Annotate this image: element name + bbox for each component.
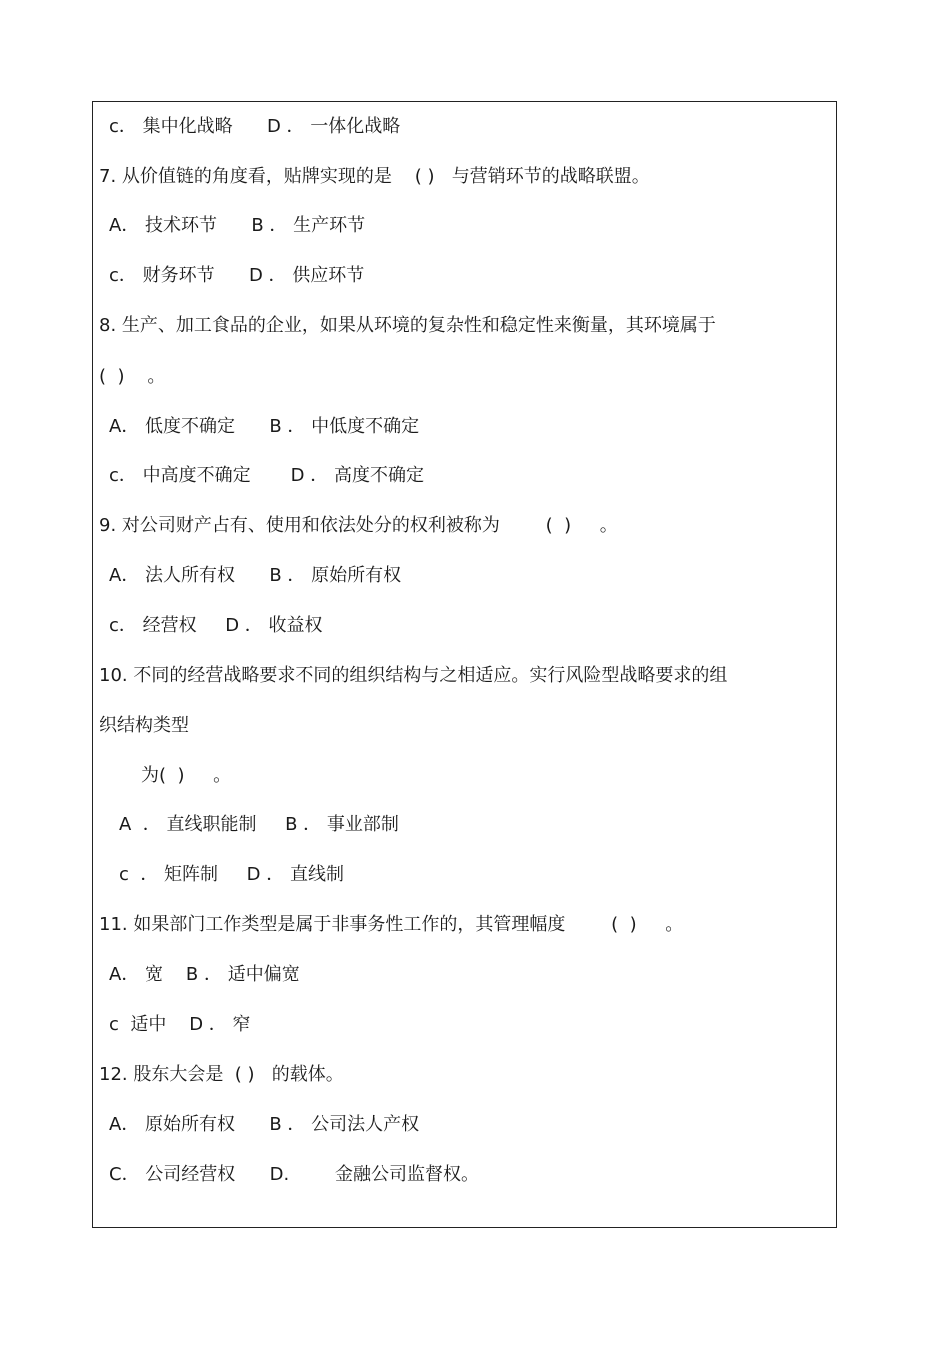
option-line-8ab: A． 低度不确定 B ． 中低度不确定 (109, 416, 420, 437)
question-10-cont: 织结构类型 (99, 715, 189, 736)
question-12: 12. 股东大会是 ( ) 的载体。 (99, 1064, 344, 1085)
question-9: 9. 对公司财产占有、使用和依法处分的权利被称为 ( ) 。 (99, 515, 618, 536)
option-line-12cd: C． 公司经营权 D. 金融公司监督权。 (109, 1164, 479, 1185)
option-line-11cd: c 适中 D ． 窄 (109, 1014, 251, 1035)
option-line-8cd: c． 中高度不确定 D ． 高度不确定 (109, 465, 424, 486)
option-line-10ab: A ． 直线职能制 B ． 事业部制 (119, 814, 399, 835)
option-line-6cd: c． 集中化战略 D ． 一体化战略 (109, 116, 401, 137)
question-10: 10. 不同的经营战略要求不同的组织结构与之相适应。实行风险型战略要求的组 (99, 665, 728, 686)
option-line-7ab: A． 技术环节 B ． 生产环节 (109, 215, 366, 236)
option-line-12ab: A． 原始所有权 B ． 公司法人产权 (109, 1114, 420, 1135)
question-8: 8. 生产、加工食品的企业，如果从环境的复杂性和稳定性来衡量，其环境属于 (99, 315, 716, 336)
option-line-11ab: A． 宽 B ． 适中偏宽 (109, 964, 300, 985)
option-line-9cd: c． 经营权 D ． 收益权 (109, 615, 323, 636)
option-line-10cd: c ． 矩阵制 D ． 直线制 (119, 864, 344, 885)
question-8-cont: ( ) 。 (99, 366, 166, 387)
document-frame (92, 101, 837, 1228)
option-line-9ab: A． 法人所有权 B ． 原始所有权 (109, 565, 402, 586)
question-7: 7. 从价值链的角度看，贴牌实现的是 ( ) 与营销环节的战略联盟。 (99, 166, 650, 187)
question-10-cont2: 为( ) 。 (141, 765, 232, 786)
option-line-7cd: c． 财务环节 D ． 供应环节 (109, 265, 365, 286)
question-11: 11. 如果部门工作类型是属于非事务性工作的，其管理幅度 ( ) 。 (99, 914, 684, 935)
